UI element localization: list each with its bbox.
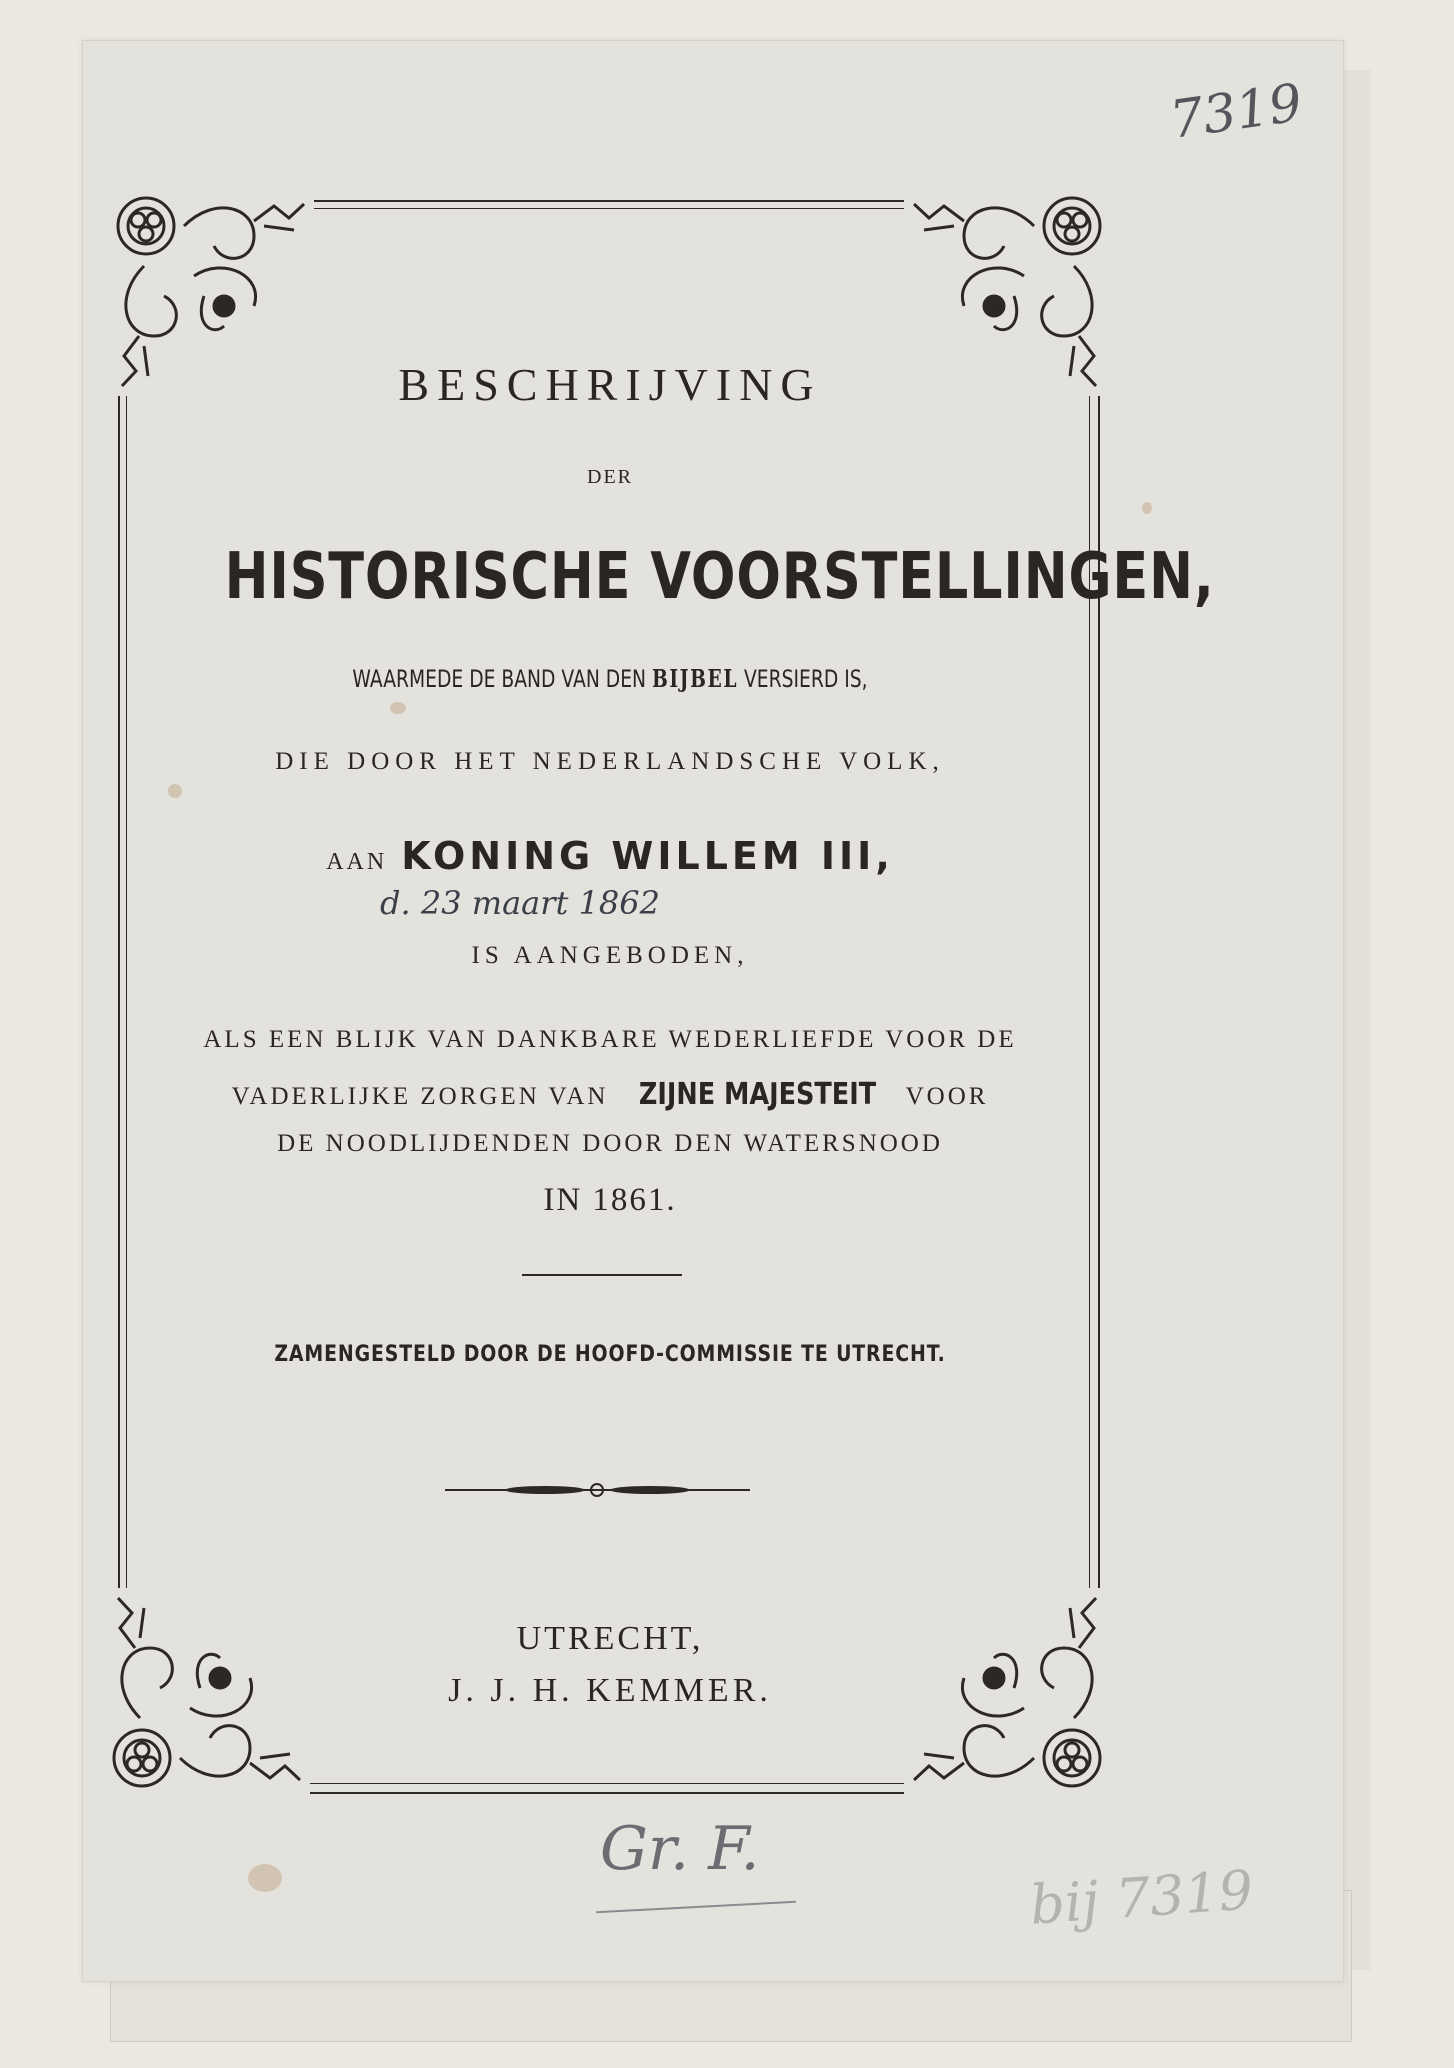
handwritten-gr-f: Gr. F. <box>600 1814 760 1884</box>
title-historische-voorstellingen: HISTORISCHE VOORSTELLINGEN, <box>224 540 1215 614</box>
dedication-majesteit: ZIJNE MAJESTEIT <box>638 1077 876 1112</box>
border-frame-inner <box>126 208 1215 1784</box>
handwritten-bottom-number: bij 7319 <box>1028 1858 1256 1937</box>
dedication-line-3: DE NOODLIJDENDEN DOOR DEN WATERSNOOD <box>277 1130 943 1157</box>
title-beschrijving: BESCHRIJVING <box>398 359 822 410</box>
subtitle-bijbel: BIJBEL <box>651 664 739 693</box>
dedication-line-2 <box>140 1077 1080 1112</box>
subtitle-koning: KONING WILLEM III, <box>401 834 894 878</box>
title-der: DER <box>587 466 633 488</box>
decorative-rule-icon <box>445 1480 750 1500</box>
handwritten-inventory-number: 7319 <box>1166 73 1306 151</box>
subtitle-waarmede-before: WAARMEDE DE BAND VAN DEN <box>352 665 652 693</box>
foxing-spot <box>1142 502 1152 514</box>
imprint-publisher: J. J. H. KEMMER. <box>448 1672 772 1709</box>
commissie-line: ZAMENGESTELD DOOR DE HOOFD-COMMISSIE TE UTRECHT. <box>274 1342 946 1367</box>
dedication-line-2-after: VOOR <box>896 1083 989 1110</box>
handwritten-date: d. 23 maart 1862 <box>380 884 660 922</box>
subtitle-aangeboden: IS AANGEBODEN, <box>471 942 749 969</box>
divider-rule <box>522 1274 682 1276</box>
subtitle-volk: DIE DOOR HET NEDERLANDSCHE VOLK, <box>275 748 945 775</box>
dedication-line-4: IN 1861. <box>543 1182 677 1218</box>
subtitle-waarmede-after: VERSIERD IS, <box>738 665 868 693</box>
subtitle-waarmede <box>243 664 976 693</box>
subtitle-aan: AAN <box>326 849 388 875</box>
imprint-city: UTRECHT, <box>516 1620 704 1657</box>
dedication-line-1: ALS EEN BLIJK VAN DANKBARE WEDERLIEFDE VOOR DE <box>203 1026 1017 1053</box>
subtitle-koning-line <box>140 834 1080 879</box>
foxing-spot <box>248 1864 282 1892</box>
dedication-line-2-before: VADERLIJKE ZORGEN VAN <box>231 1083 618 1110</box>
